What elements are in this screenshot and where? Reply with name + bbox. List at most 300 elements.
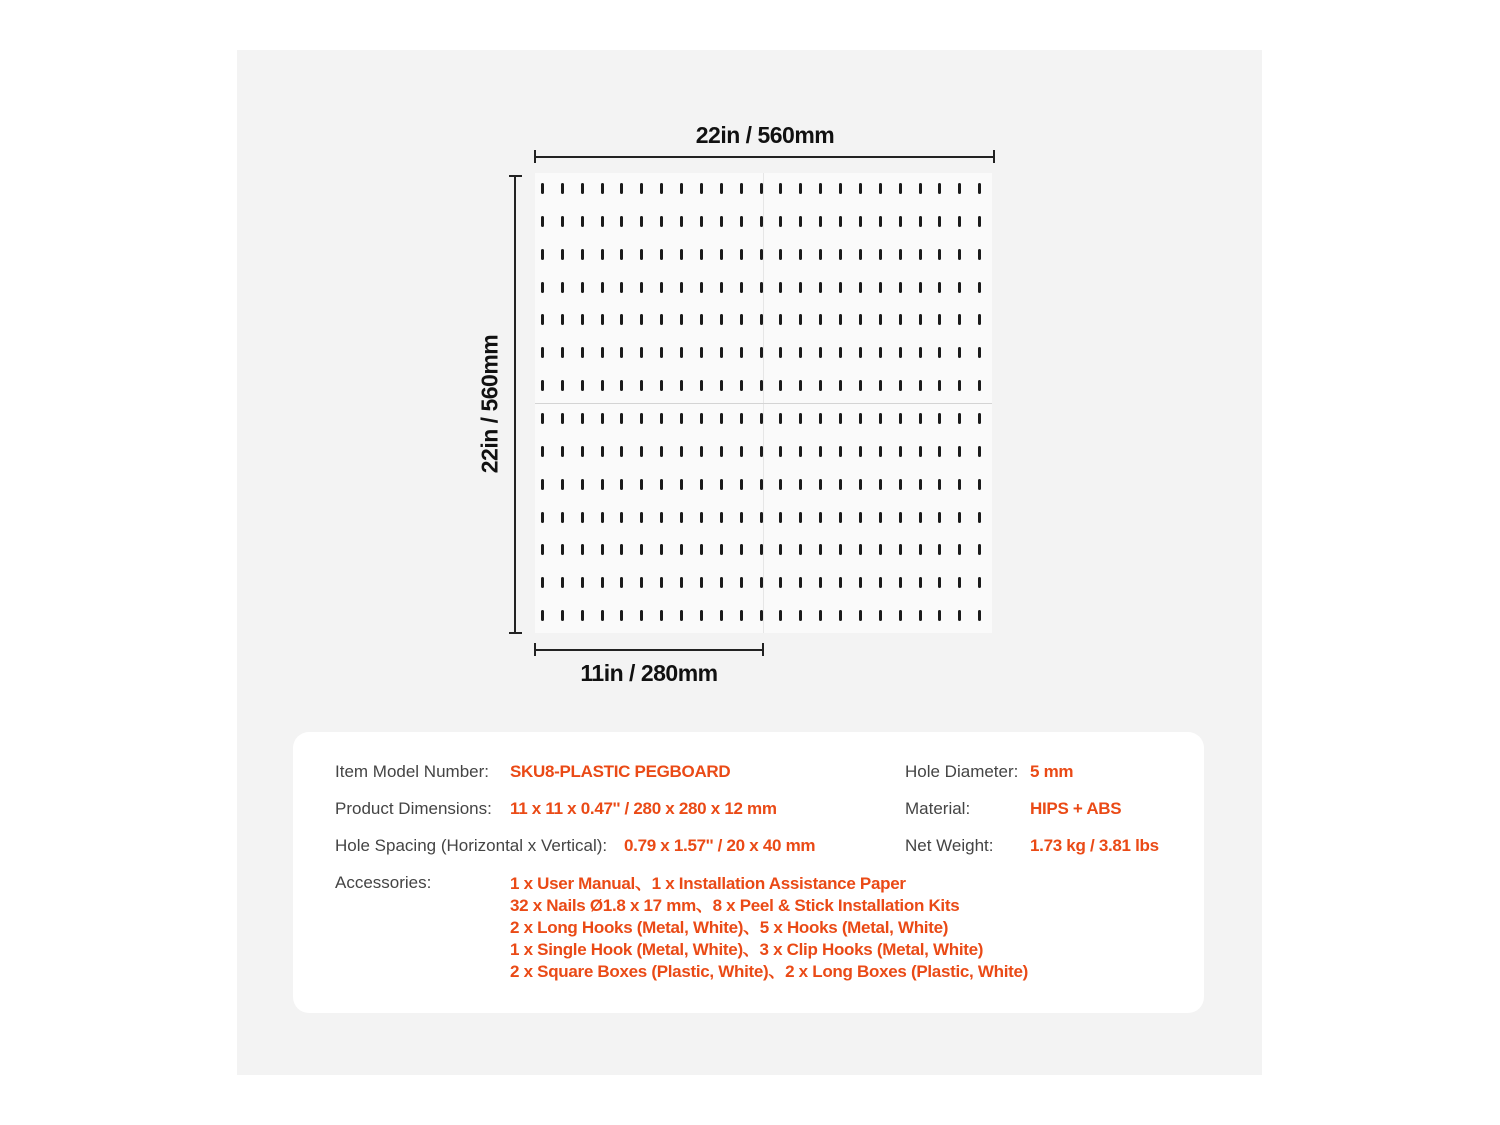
peg-slot [899, 380, 902, 391]
peg-slot [620, 610, 623, 621]
peg-slot [620, 216, 623, 227]
peg-slot [879, 183, 882, 194]
tile-dimension-label: 11in / 280mm [580, 660, 718, 686]
peg-slot [879, 479, 882, 490]
peg-slot [740, 282, 743, 293]
peg-slot [819, 446, 822, 457]
tile-dimension-tick-left [534, 643, 536, 656]
peg-slot [839, 314, 842, 325]
peg-slot [938, 512, 941, 523]
peg-slot [978, 479, 981, 490]
height-dimension-tick-top [509, 175, 522, 177]
width-dimension-line [535, 156, 995, 158]
peg-slot [541, 512, 544, 523]
peg-slot [680, 479, 683, 490]
peg-slot [541, 314, 544, 325]
peg-slot [541, 347, 544, 358]
material-label: Material: [905, 799, 971, 818]
peg-slot [879, 314, 882, 325]
peg-slot [819, 479, 822, 490]
peg-slot [938, 577, 941, 588]
peg-slot [680, 183, 683, 194]
peg-slot [958, 183, 961, 194]
peg-slot [879, 216, 882, 227]
peg-slot [680, 512, 683, 523]
peg-slot [601, 446, 604, 457]
accessories-label: Accessories: [335, 873, 432, 892]
peg-slot [779, 479, 782, 490]
peg-slot [620, 347, 623, 358]
peg-slot [859, 413, 862, 424]
peg-slot [859, 610, 862, 621]
peg-slot [740, 314, 743, 325]
peg-slot [620, 314, 623, 325]
peg-slot [541, 413, 544, 424]
peg-slot [541, 479, 544, 490]
peg-slot [601, 282, 604, 293]
peg-slot [938, 544, 941, 555]
width-dimension-label: 22in / 560mm [695, 122, 835, 148]
peg-slot [938, 479, 941, 490]
peg-slot [720, 216, 723, 227]
peg-slot [839, 544, 842, 555]
peg-slot [958, 544, 961, 555]
peg-slot [601, 183, 604, 194]
peg-slot [938, 216, 941, 227]
peg-slot [601, 249, 604, 260]
peg-slot [581, 512, 584, 523]
peg-slot [640, 577, 643, 588]
peg-slot [640, 347, 643, 358]
peg-slot [958, 314, 961, 325]
peg-slot [700, 249, 703, 260]
peg-slot [899, 216, 902, 227]
peg-slot [899, 314, 902, 325]
peg-slot [541, 544, 544, 555]
peg-slot [899, 413, 902, 424]
peg-slot [700, 282, 703, 293]
peg-slot [839, 479, 842, 490]
peg-slot [938, 610, 941, 621]
peg-slot [740, 544, 743, 555]
peg-slot [839, 413, 842, 424]
peg-slot [581, 577, 584, 588]
peg-slot [879, 610, 882, 621]
peg-slot [779, 216, 782, 227]
accessory-item: 2 x Long Hooks (Metal, White)、5 x Hooks (Metal, White) [510, 918, 949, 937]
peg-slot [799, 216, 802, 227]
peg-slot [779, 610, 782, 621]
peg-slot [899, 446, 902, 457]
dimensions-value: 11 x 11 x 0.47'' / 280 x 280 x 12 mm [510, 799, 777, 818]
peg-slot [779, 544, 782, 555]
peg-slot [799, 577, 802, 588]
peg-slot [561, 512, 564, 523]
peg-slot [879, 446, 882, 457]
peg-slot [779, 512, 782, 523]
peg-slot [879, 282, 882, 293]
peg-slot [660, 544, 663, 555]
peg-slot [620, 479, 623, 490]
peg-slot [859, 249, 862, 260]
peg-slot [660, 446, 663, 457]
peg-slot [660, 183, 663, 194]
peg-slot [700, 479, 703, 490]
peg-slot [700, 446, 703, 457]
peg-slot [581, 479, 584, 490]
peg-slot [680, 216, 683, 227]
peg-slot [978, 380, 981, 391]
peg-slot [819, 380, 822, 391]
peg-slot [680, 446, 683, 457]
peg-slot [581, 413, 584, 424]
peg-slot [859, 216, 862, 227]
peg-slot [740, 347, 743, 358]
peg-slot [899, 347, 902, 358]
peg-slot [640, 282, 643, 293]
peg-slot [720, 282, 723, 293]
peg-slot [978, 610, 981, 621]
peg-slot [779, 249, 782, 260]
peg-slot [541, 446, 544, 457]
net-weight-label: Net Weight: [905, 836, 994, 855]
peg-slot [919, 380, 922, 391]
peg-slot [660, 249, 663, 260]
peg-slot [720, 380, 723, 391]
peg-slot [561, 479, 564, 490]
peg-slot [819, 216, 822, 227]
peg-slot [720, 347, 723, 358]
peg-slot [779, 413, 782, 424]
peg-slot [779, 314, 782, 325]
peg-slot [919, 610, 922, 621]
peg-slot [879, 544, 882, 555]
peg-slot [601, 413, 604, 424]
peg-slot [958, 512, 961, 523]
peg-slot [680, 380, 683, 391]
accessory-item: 32 x Nails Ø1.8 x 17 mm、8 x Peel & Stick Installation Kits [510, 896, 960, 915]
peg-slot [660, 347, 663, 358]
peg-slot [700, 216, 703, 227]
peg-slot [919, 183, 922, 194]
peg-slot [660, 282, 663, 293]
peg-slot [700, 347, 703, 358]
peg-slot [720, 512, 723, 523]
peg-slot [978, 413, 981, 424]
peg-slot [640, 216, 643, 227]
peg-slot [978, 544, 981, 555]
peg-slot [938, 347, 941, 358]
peg-slot [620, 380, 623, 391]
peg-slot [779, 347, 782, 358]
peg-slot [700, 380, 703, 391]
peg-slot [561, 446, 564, 457]
peg-slot [541, 249, 544, 260]
peg-slot [660, 216, 663, 227]
peg-slot [601, 479, 604, 490]
peg-slot [859, 183, 862, 194]
height-dimension-tick-bottom [509, 632, 522, 634]
peg-slot [740, 183, 743, 194]
model-label: Item Model Number: [335, 762, 489, 781]
peg-slot [839, 347, 842, 358]
peg-slot [859, 282, 862, 293]
peg-slot [561, 544, 564, 555]
peg-slot [819, 347, 822, 358]
peg-slot [779, 282, 782, 293]
accessories-list [510, 873, 1028, 983]
width-dimension-tick-left [534, 150, 536, 163]
peg-slot [581, 183, 584, 194]
tile-dimension-tick-right [762, 643, 764, 656]
peg-slot [799, 544, 802, 555]
peg-slot [561, 282, 564, 293]
peg-slot [819, 413, 822, 424]
peg-slot [601, 577, 604, 588]
peg-slot [740, 610, 743, 621]
peg-slot [581, 216, 584, 227]
peg-slot [839, 446, 842, 457]
peg-slot [561, 216, 564, 227]
peg-slot [839, 249, 842, 260]
peg-slot [640, 413, 643, 424]
peg-slot [601, 544, 604, 555]
peg-slot [958, 610, 961, 621]
peg-slot [561, 610, 564, 621]
height-dimension-label: 22in / 560mm [476, 334, 503, 474]
peg-slot [740, 413, 743, 424]
peg-slot [859, 380, 862, 391]
peg-slot [978, 183, 981, 194]
peg-slot [601, 512, 604, 523]
model-value: SKU8-PLASTIC PEGBOARD [510, 762, 731, 781]
peg-slot [620, 577, 623, 588]
peg-slot [899, 512, 902, 523]
peg-slot [958, 380, 961, 391]
peg-slot [938, 446, 941, 457]
peg-slot [958, 413, 961, 424]
peg-slot [879, 577, 882, 588]
tile-seam-horizontal [535, 403, 992, 404]
accessory-item: 1 x User Manual、1 x Installation Assistance Paper [510, 874, 906, 893]
peg-slot [919, 446, 922, 457]
peg-slot [640, 610, 643, 621]
peg-slot [919, 249, 922, 260]
peg-slot [541, 282, 544, 293]
peg-slot [859, 446, 862, 457]
peg-slot [740, 380, 743, 391]
peg-slot [720, 577, 723, 588]
peg-slot [620, 249, 623, 260]
peg-slot [819, 282, 822, 293]
peg-slot [859, 347, 862, 358]
peg-slot [680, 282, 683, 293]
hole-diameter-label: Hole Diameter: [905, 762, 1019, 781]
peg-slot [680, 249, 683, 260]
peg-slot [601, 216, 604, 227]
peg-slot [660, 380, 663, 391]
peg-slot [899, 610, 902, 621]
peg-slot [938, 183, 941, 194]
peg-slot [720, 249, 723, 260]
peg-slot [581, 347, 584, 358]
peg-slot [799, 479, 802, 490]
peg-slot [640, 512, 643, 523]
peg-slot [819, 544, 822, 555]
peg-slot [899, 249, 902, 260]
peg-slot [978, 577, 981, 588]
peg-slot [601, 314, 604, 325]
peg-slot [859, 479, 862, 490]
peg-slot [541, 216, 544, 227]
peg-slot [899, 577, 902, 588]
peg-slot [958, 479, 961, 490]
peg-slot [978, 347, 981, 358]
peg-slot [561, 347, 564, 358]
peg-slot [561, 413, 564, 424]
peg-slot [700, 183, 703, 194]
peg-slot [581, 282, 584, 293]
peg-slot [561, 380, 564, 391]
peg-slot [680, 577, 683, 588]
peg-slot [720, 479, 723, 490]
peg-slot [839, 577, 842, 588]
peg-slot [740, 446, 743, 457]
peg-slot [938, 413, 941, 424]
peg-slot [919, 512, 922, 523]
peg-slot [620, 544, 623, 555]
hole-spacing-value: 0.79 x 1.57'' / 20 x 40 mm [624, 836, 816, 855]
peg-slot [581, 249, 584, 260]
peg-slot [740, 577, 743, 588]
peg-slot [660, 314, 663, 325]
peg-slot [720, 544, 723, 555]
peg-slot [839, 216, 842, 227]
peg-slot [938, 380, 941, 391]
peg-slot [680, 314, 683, 325]
peg-slot [581, 314, 584, 325]
peg-slot [919, 413, 922, 424]
peg-slot [799, 249, 802, 260]
peg-slot [561, 183, 564, 194]
peg-slot [779, 380, 782, 391]
peg-slot [581, 544, 584, 555]
peg-slot [740, 216, 743, 227]
peg-slot [601, 380, 604, 391]
peg-slot [899, 282, 902, 293]
peg-slot [958, 249, 961, 260]
peg-slot [700, 544, 703, 555]
peg-slot [541, 183, 544, 194]
peg-slot [799, 314, 802, 325]
material-value: HIPS + ABS [1030, 799, 1122, 818]
accessory-item: 1 x Single Hook (Metal, White)、3 x Clip Hooks (Metal, White) [510, 940, 984, 959]
peg-slot [720, 183, 723, 194]
peg-slot [819, 314, 822, 325]
peg-slot [859, 577, 862, 588]
peg-slot [978, 216, 981, 227]
peg-slot [819, 249, 822, 260]
peg-slot [859, 314, 862, 325]
peg-slot [879, 512, 882, 523]
peg-slot [740, 512, 743, 523]
peg-slot [879, 249, 882, 260]
peg-slot [720, 446, 723, 457]
peg-slot [660, 512, 663, 523]
peg-slot [740, 479, 743, 490]
peg-slot [660, 577, 663, 588]
peg-slot [620, 512, 623, 523]
peg-slot [561, 314, 564, 325]
peg-slot [640, 479, 643, 490]
peg-slot [740, 249, 743, 260]
peg-slot [958, 282, 961, 293]
peg-slot [720, 314, 723, 325]
peg-slot [859, 512, 862, 523]
peg-slot [541, 577, 544, 588]
peg-slot [978, 249, 981, 260]
peg-slot [958, 216, 961, 227]
peg-slot [799, 413, 802, 424]
peg-slot [958, 577, 961, 588]
peg-slot [938, 249, 941, 260]
peg-slot [680, 544, 683, 555]
peg-slot [541, 380, 544, 391]
peg-slot [938, 314, 941, 325]
peg-slot [799, 183, 802, 194]
tile-dimension-line [535, 649, 764, 651]
peg-slot [640, 314, 643, 325]
peg-slot [799, 282, 802, 293]
peg-slot [700, 577, 703, 588]
peg-slot [779, 446, 782, 457]
peg-slot [660, 413, 663, 424]
peg-slot [799, 347, 802, 358]
peg-slot [779, 577, 782, 588]
peg-slot [680, 347, 683, 358]
peg-slot [839, 512, 842, 523]
peg-slot [640, 446, 643, 457]
peg-slot [620, 413, 623, 424]
hole-spacing-label: Hole Spacing (Horizontal x Vertical): [335, 836, 608, 855]
peg-slot [819, 183, 822, 194]
peg-slot [799, 446, 802, 457]
peg-slot [978, 446, 981, 457]
peg-slot [978, 512, 981, 523]
peg-slot [919, 544, 922, 555]
peg-slot [581, 446, 584, 457]
peg-slot [660, 610, 663, 621]
peg-slot [581, 610, 584, 621]
peg-slot [839, 183, 842, 194]
peg-slot [879, 380, 882, 391]
peg-slot [700, 512, 703, 523]
width-dimension-tick-right [993, 150, 995, 163]
net-weight-value: 1.73 kg / 3.81 lbs [1030, 836, 1159, 855]
peg-slot [839, 282, 842, 293]
dimensions-label: Product Dimensions: [335, 799, 492, 818]
peg-slot [640, 183, 643, 194]
peg-slot [680, 413, 683, 424]
peg-slot [839, 610, 842, 621]
peg-slot [601, 347, 604, 358]
peg-slot [720, 413, 723, 424]
peg-slot [700, 314, 703, 325]
peg-slot [879, 347, 882, 358]
peg-slot [819, 610, 822, 621]
hole-diameter-value: 5 mm [1030, 762, 1074, 781]
height-dimension-line [514, 176, 516, 634]
